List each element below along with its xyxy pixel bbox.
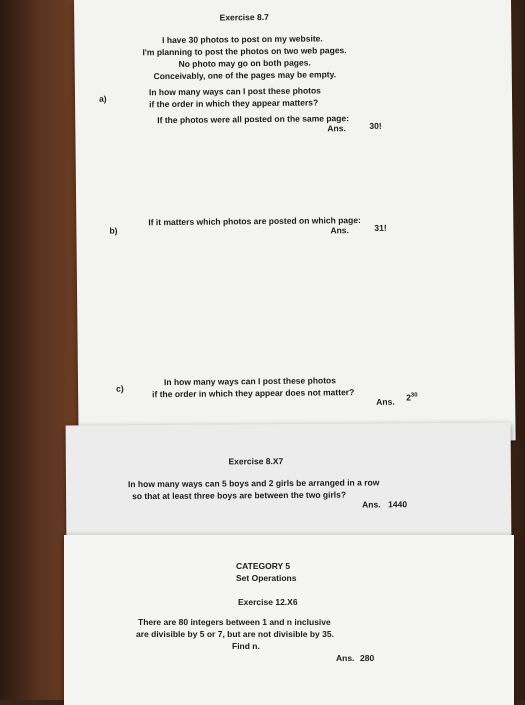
part-label-b: b)	[109, 225, 118, 236]
intro-line: No photo may go on both pages.	[178, 57, 311, 69]
paper-sheet-exercise-8-7	[74, 0, 516, 445]
question-line: Find n.	[232, 641, 260, 651]
exercise-title: Exercise 12.X6	[238, 597, 298, 607]
answer-label: Ans.	[376, 396, 395, 407]
paper-sheet-category-5	[64, 535, 514, 705]
question-line: so that at least three boys are between the two girls?	[132, 489, 347, 502]
answer-label: Ans.	[336, 653, 355, 663]
question-line: if the order in which they appear matters?	[149, 97, 319, 110]
question-line: are divisible by 5 or 7, but are not divisible by 35.	[136, 629, 334, 639]
intro-line: Conceivably, one of the pages may be empty.	[153, 69, 337, 82]
part-label-c: c)	[116, 383, 124, 394]
intro-line: I'm planning to post the photos on two web pages.	[142, 45, 347, 58]
question-line: In how many ways can I post these photos	[163, 375, 336, 388]
category-subtitle: Set Operations	[236, 573, 297, 583]
question-line: There are 80 integers between 1 and n inclusive	[138, 617, 331, 627]
paper-sheet-exercise-8-x7	[66, 422, 512, 545]
answer-label: Ans.	[327, 123, 346, 134]
answer-value: 30!	[369, 120, 382, 131]
question-line: In how many ways can 5 boys and 2 girls be arranged in a row	[127, 477, 380, 490]
answer-value: $2^{30}$	[406, 392, 418, 403]
exercise-title: Exercise 8.7	[219, 11, 269, 23]
question-line: If it matters which photos are posted on which page:	[148, 215, 361, 228]
category-title: CATEGORY 5	[236, 561, 291, 571]
question-line: If the photos were all posted on the same page:	[157, 113, 350, 126]
question-line: In how many ways can I post these photos	[148, 85, 321, 98]
exercise-title: Exercise 8.X7	[228, 456, 284, 467]
answer-label: Ans.	[362, 499, 381, 510]
answer-value: 280	[360, 653, 375, 663]
answer-label: Ans.	[330, 225, 349, 236]
question-line: if the order in which they appear does not matter?	[152, 387, 355, 400]
answer-value: 1440	[388, 499, 408, 510]
part-label-a: a)	[98, 93, 107, 104]
intro-line: I have 30 photos to post on my website.	[162, 33, 323, 46]
answer-value: 31!	[374, 222, 387, 233]
